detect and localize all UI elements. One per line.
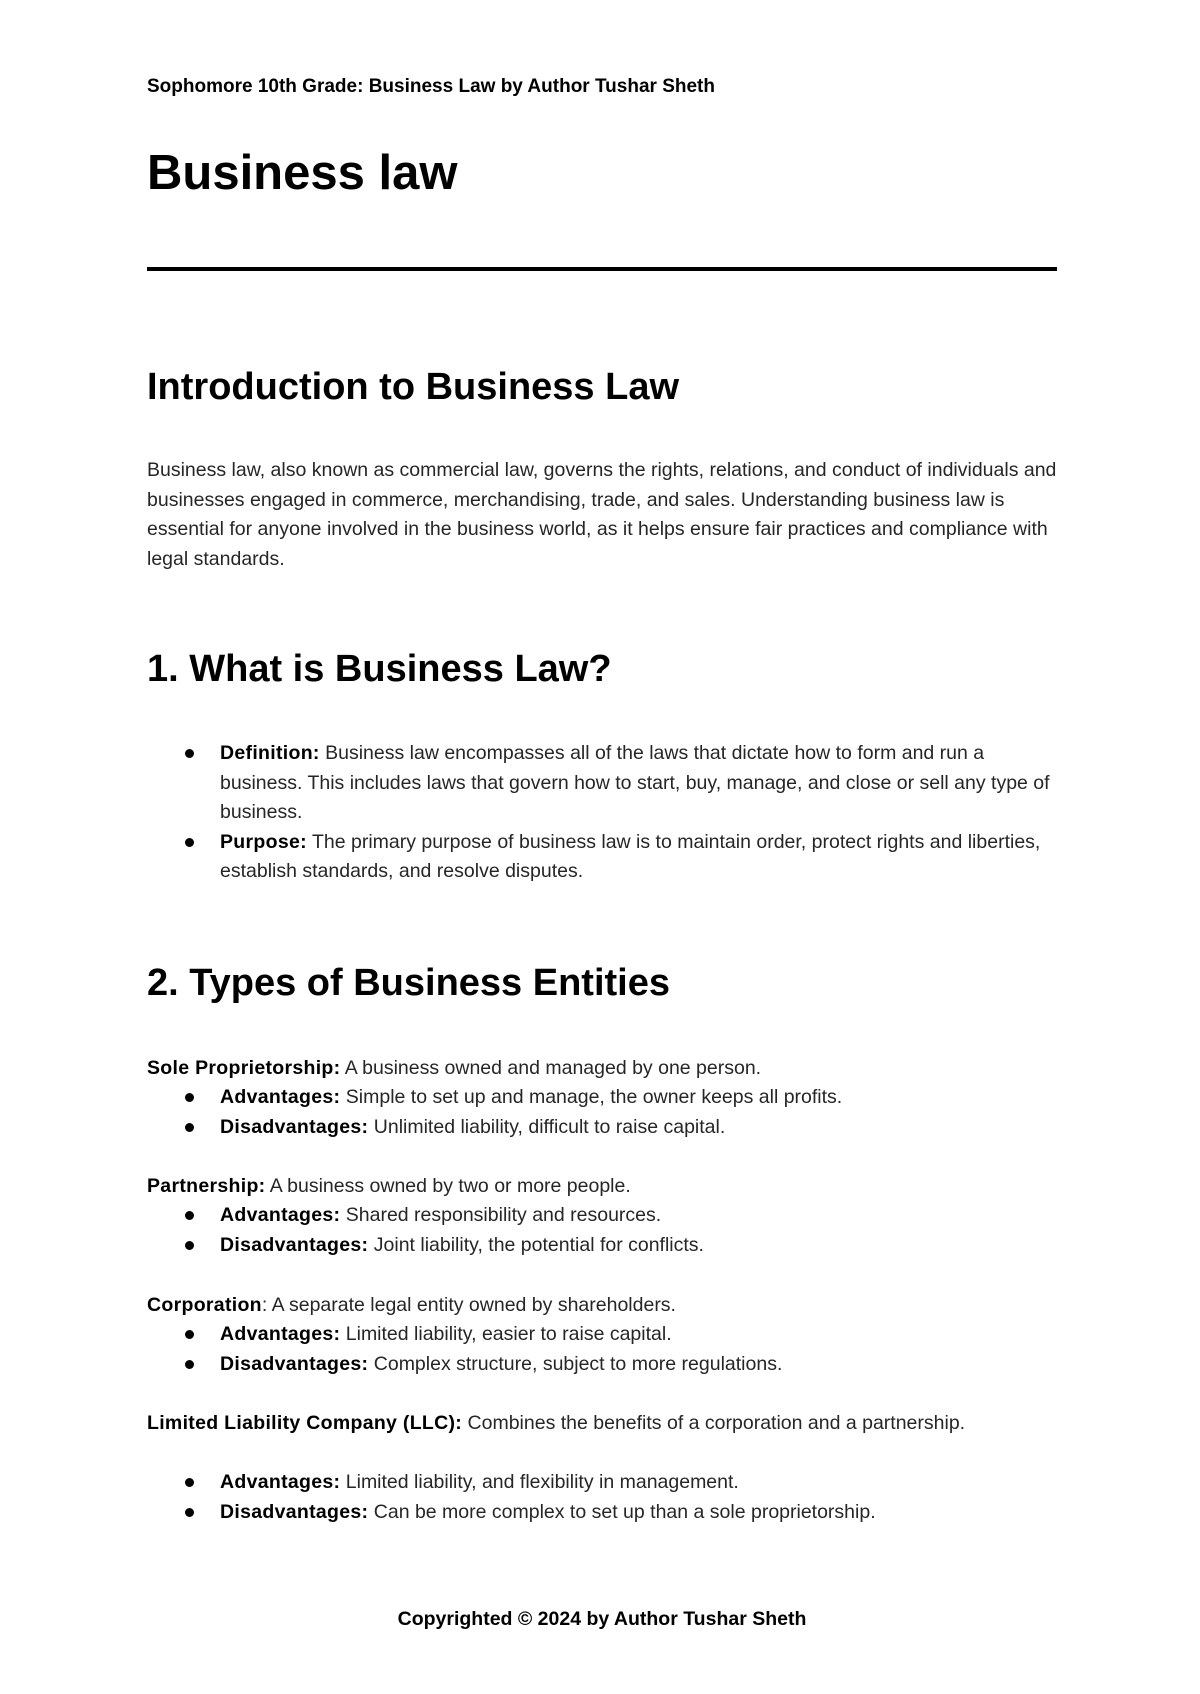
entity-name: Partnership: [147, 1175, 266, 1197]
entity-corporation [147, 1291, 1057, 1321]
advantages-label: Advantages: [220, 1086, 341, 1108]
list-item-purpose [147, 828, 1057, 887]
intro-heading: Introduction to Business Law [147, 366, 680, 408]
entity-name: Sole Proprietorship: [147, 1057, 341, 1079]
document-title: Business law [147, 146, 458, 200]
entity-sole-proprietorship [147, 1054, 1057, 1084]
intro-paragraph: Business law, also known as commercial law, governs the rights, relations, and conduct of individuals and businesses engaged in commerce, merchandising, trade, and sales. Understanding business law is essential for anyone involved in the business world, as it helps ensure fair practices and compliance with legal standards. [147, 459, 1057, 570]
bullet-icon [185, 1123, 194, 1132]
advantages-text: Limited liability, and flexibility in management. [340, 1471, 739, 1493]
document-page [147, 0, 1057, 1694]
entity-description: : A separate legal entity owned by shareholders. [261, 1294, 676, 1316]
copyright-footer: Copyrighted © 2024 by Author Tushar Sheth [397, 1608, 807, 1630]
entity-description: Combines the benefits of a corporation and a partnership. [462, 1412, 966, 1434]
list-item-disadvantages [147, 1231, 1057, 1261]
bullet-icon [185, 1508, 194, 1517]
bullet-icon [185, 1478, 194, 1487]
list-item-advantages [147, 1083, 1057, 1113]
bullet-icon [185, 1330, 194, 1339]
corporation-list [147, 1320, 1057, 1379]
disadvantages-label: Disadvantages: [220, 1115, 369, 1138]
disadvantages-text: Can be more complex to set up than a sole proprietorship. [368, 1500, 876, 1523]
entity-description: A business owned by two or more people. [265, 1175, 631, 1197]
list-item-disadvantages [147, 1113, 1057, 1143]
list-item-advantages [147, 1468, 1057, 1498]
advantages-label: Advantages: [220, 1323, 341, 1345]
list-item-advantages [147, 1320, 1057, 1350]
bullet-icon [185, 838, 194, 847]
running-header: Sophomore 10th Grade: Business Law by Author Tushar Sheth [147, 76, 715, 97]
entity-name: Limited Liability Company (LLC): [147, 1412, 463, 1434]
advantages-label: Advantages: [220, 1471, 341, 1493]
advantages-label: Advantages: [220, 1204, 341, 1226]
list-item-disadvantages [147, 1498, 1057, 1528]
llc-list [147, 1468, 1057, 1527]
disadvantages-text: Unlimited liability, difficult to raise capital. [368, 1115, 726, 1138]
advantages-text: Simple to set up and manage, the owner keeps all profits. [340, 1086, 843, 1108]
entity-name: Corporation [147, 1294, 262, 1316]
bullet-icon [185, 1360, 194, 1369]
entity-partnership [147, 1172, 1057, 1202]
disadvantages-label: Disadvantages: [220, 1233, 369, 1256]
advantages-text: Shared responsibility and resources. [340, 1204, 662, 1226]
bullet-icon [185, 749, 194, 758]
entity-llc [147, 1409, 967, 1439]
list-item-definition [147, 739, 1057, 828]
advantages-text: Limited liability, easier to raise capital. [340, 1323, 672, 1345]
section1-list [147, 739, 1057, 887]
disadvantages-text: Complex structure, subject to more regulations. [368, 1352, 783, 1375]
section1-heading: 1. What is Business Law? [147, 648, 612, 690]
definition-label: Definition: [220, 742, 320, 764]
list-item-disadvantages [147, 1350, 1057, 1380]
bullet-icon [185, 1211, 194, 1220]
disadvantages-text: Joint liability, the potential for conflicts. [368, 1233, 704, 1256]
section2-heading: 2. Types of Business Entities [147, 962, 671, 1004]
purpose-text: The primary purpose of business law is to maintain order, protect rights and liberties, establish standards, and resolve disputes. [220, 830, 1041, 882]
disadvantages-label: Disadvantages: [220, 1352, 369, 1375]
sole-proprietorship-list [147, 1083, 1057, 1142]
title-divider [147, 267, 1057, 271]
list-item-advantages [147, 1201, 1057, 1231]
bullet-icon [185, 1241, 194, 1250]
bullet-icon [185, 1093, 194, 1102]
entity-description: A business owned and managed by one person. [340, 1057, 762, 1079]
partnership-list [147, 1201, 1057, 1260]
disadvantages-label: Disadvantages: [220, 1500, 369, 1523]
definition-text: Business law encompasses all of the laws that dictate how to form and run a business. This includes laws that govern how to start, buy, manage, and close or sell any type of business. [220, 742, 1050, 823]
purpose-label: Purpose: [220, 830, 307, 853]
